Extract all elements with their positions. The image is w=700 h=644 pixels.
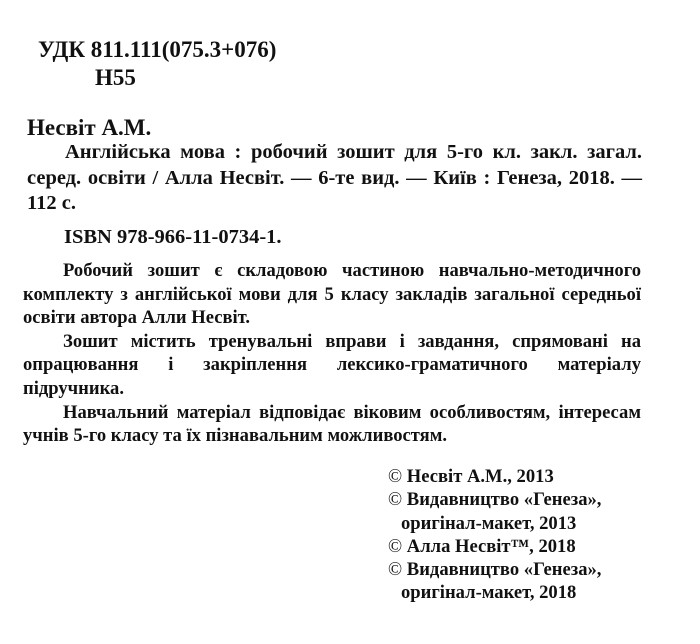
copyright-line — [388, 465, 638, 488]
copyright-entry — [388, 535, 638, 558]
copyright-text: Несвіт А.М., 2013 — [406, 466, 554, 487]
author-heading: Несвіт А.М. — [27, 115, 152, 140]
copyright-line — [388, 535, 638, 558]
isbn: ISBN 978-966-11-0734-1. — [64, 226, 282, 248]
copyright-entry — [388, 488, 638, 535]
copyright-text: Видавництво «Генеза», — [406, 489, 602, 511]
copyright-line — [388, 488, 638, 511]
annotation-paragraph: Робочий зошит є складовою частиною навчально-методичного комплекту з англійської мови для 5 класу закладів загальної середньої освіти автора Алли Несвіт. — [23, 260, 641, 329]
copyright-icon: © — [388, 535, 403, 557]
copyright-line — [388, 558, 638, 581]
copyright-text: Алла Несвіт™, 2018 — [406, 535, 576, 557]
bibliographic-description: Англійська мова : робочий зошит для 5-го кл. закл. загал. серед. освіти / Алла Несвіт. — 6-те вид. — Київ : Генеза, 2018. — 112 с. — [27, 141, 642, 214]
author-code: Н55 — [95, 65, 136, 90]
udk-classification: УДК 811.111(075.3+076) — [38, 37, 277, 62]
copyright-icon: © — [388, 489, 403, 511]
copyright-entry — [388, 558, 638, 605]
annotation — [23, 259, 641, 448]
annotation-paragraph: Навчальний матеріал відповідає віковим особливостям, інтересам учнів 5-го класу та їх пізнавальним можливостям. — [23, 401, 641, 447]
copyright-text-continued: оригінал-макет, 2013 — [401, 512, 577, 534]
copyright-block — [388, 465, 638, 605]
annotation-paragraph: Зошит містить тренувальні вправи і завдання, спрямовані на опрацювання і закріплення лексико-граматичного матеріалу підручника. — [23, 330, 641, 399]
copyright-icon: © — [388, 466, 403, 487]
copyright-text-continued: оригінал-макет, 2018 — [401, 582, 577, 604]
copyright-icon: © — [388, 559, 403, 581]
copyright-entry — [388, 465, 638, 488]
copyright-text: Видавництво «Генеза», — [406, 559, 602, 581]
